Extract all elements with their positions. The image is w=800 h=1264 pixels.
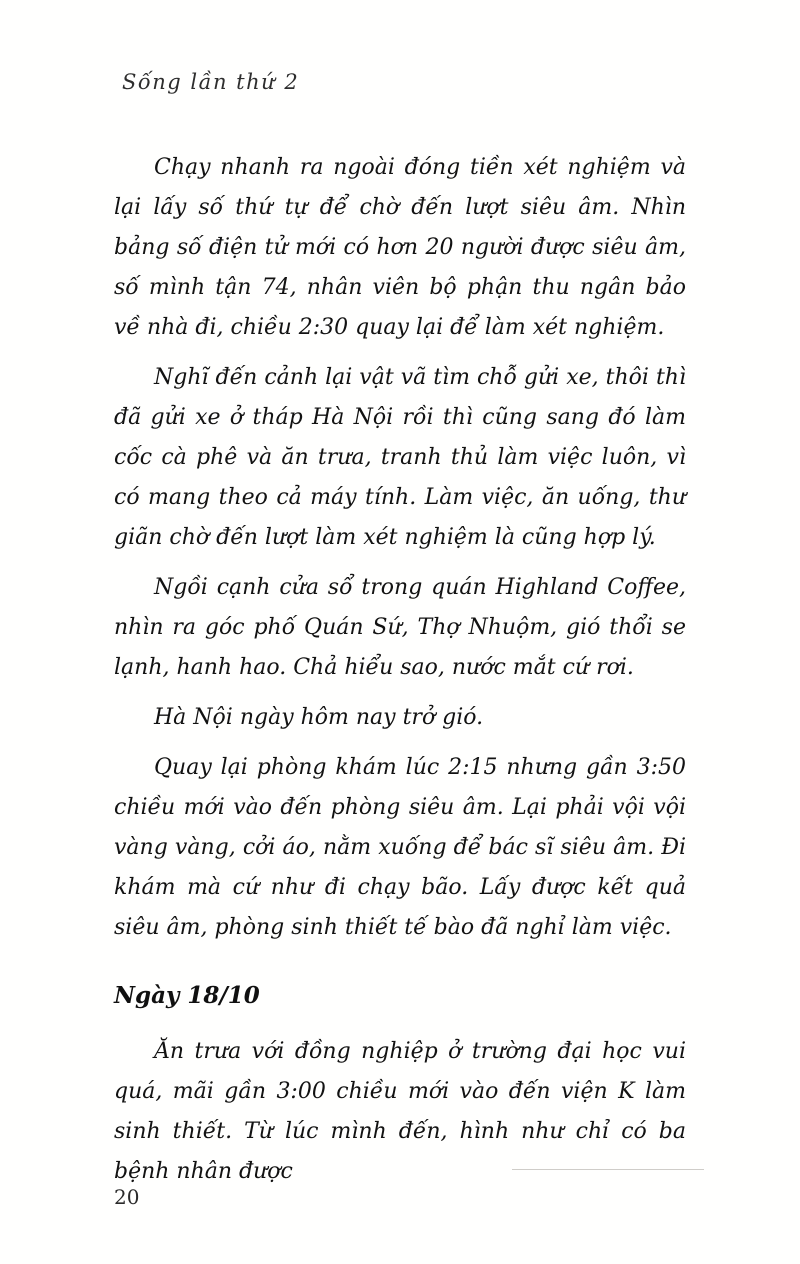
section-heading-date: Ngày 18/10 (114, 982, 260, 1009)
paragraph: Ngồi cạnh cửa sổ trong quán Highland Coffee, nhìn ra góc phố Quán Sứ, Thợ Nhuộm, gió thổi se lạnh, hanh hao. Chả hiểu sao, nước mắt cứ rơi. (114, 575, 686, 680)
page-number: 20 (114, 1185, 140, 1209)
paragraph: Chạy nhanh ra ngoài đóng tiền xét nghiệm và lại lấy số thứ tự để chờ đến lượt siêu âm. Nhìn bảng số điện tử mới có hơn 20 người được siêu âm, số mình tận 74, nhân viên bộ phận thu ngân bảo về nhà đi, chiều 2:30 quay lại để làm xét nghiệm. (114, 155, 686, 340)
paragraph: Hà Nội ngày hôm nay trở gió. (154, 705, 484, 730)
paragraph: Nghĩ đến cảnh lại vật vã tìm chỗ gửi xe, thôi thì đã gửi xe ở tháp Hà Nội rồi thì cũng sang đó làm cốc cà phê và ăn trưa, tranh thủ làm việc luôn, vì có mang theo cả máy tính. Làm việc, ăn uống, thư giãn chờ đến lượt làm xét nghiệm là cũng hợp lý. (114, 365, 686, 550)
paragraph: Quay lại phòng khám lúc 2:15 nhưng gần 3:50 chiều mới vào đến phòng siêu âm. Lại phải vội vội vàng vàng, cởi áo, nằm xuống để bác sĩ siêu âm. Đi khám mà cứ như đi chạy bão. Lấy được kết quả siêu âm, phòng sinh thiết tế bào đã nghỉ làm việc. (114, 755, 686, 940)
paragraph: Ăn trưa với đồng nghiệp ở trường đại học vui quá, mãi gần 3:00 chiều mới vào đến viện K làm sinh thiết. Từ lúc mình đến, hình như chỉ có ba bệnh nhân được (114, 1039, 686, 1184)
bottom-divider (512, 1169, 704, 1170)
running-header: Sống lần thứ 2 (122, 70, 300, 94)
body-text-column (114, 148, 686, 1202)
